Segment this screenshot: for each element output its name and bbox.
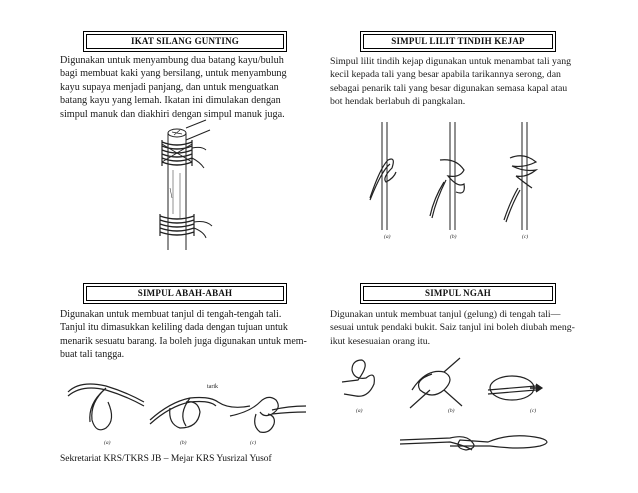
text-line: menarik sesuatu barang. Ia boleh juga digunakan untuk mem- xyxy=(60,335,307,347)
text-line: Digunakan untuk membuat tanjul (gelung) di tengah tali— xyxy=(330,309,561,320)
text-line: kayu supaya menjadi panjang, dan untuk menguatkan xyxy=(60,81,279,93)
text-line: batang kayu yang lemah. Ikatan ini dimulakan dengan xyxy=(60,95,281,107)
panel-title-simpul-ngah: SIMPUL NGAH xyxy=(363,286,553,301)
panel-title-simpul-abah-abah: SIMPUL ABAH-ABAH xyxy=(86,286,284,301)
text-line: Digunakan untuk membuat tanjul di tengah-tengah tali. xyxy=(60,309,282,320)
panel-text-simpul-abah-abah xyxy=(60,308,307,362)
panel-text-simpul-lilit-tindih-kejap xyxy=(330,55,571,109)
harness-loop-illustration xyxy=(60,372,310,444)
text-line: bot hendak berlabuh di pangkalan. xyxy=(330,96,466,108)
figure-caption-c: (c) xyxy=(250,440,257,446)
figure-caption-c: (c) xyxy=(522,234,529,240)
text-line: Tanjul itu dimasukkan keliling dada dengan tujuan untuk xyxy=(60,322,288,334)
panel-text-simpul-ngah xyxy=(330,308,575,348)
footer-credit: Sekretariat KRS/TKRS JB – Mejar KRS Yusrizal Yusof xyxy=(60,454,272,464)
panel-title-ikat-silang-gunting: IKAT SILANG GUNTING xyxy=(86,34,284,49)
figure-caption-a: (a) xyxy=(384,234,391,240)
text-line: sebagai penarik tali yang besar digunakan semasa kapal atau xyxy=(330,82,568,94)
middle-loop-illustration xyxy=(340,350,570,460)
rolling-hitch-illustration xyxy=(360,118,560,233)
panel-text-ikat-silang-gunting xyxy=(60,54,287,121)
figure-caption-c: (c) xyxy=(530,408,537,414)
figure-caption-b: (b) xyxy=(180,440,187,446)
figure-caption-a: (a) xyxy=(104,440,111,446)
text-line: buat tali tangga. xyxy=(60,349,125,361)
figure-caption-b: (b) xyxy=(448,408,455,414)
text-line: bagi membuat kaki yang bersilang, untuk menyambung xyxy=(60,68,287,80)
panel-title-simpul-lilit-tindih-kejap: SIMPUL LILIT TINDIH KEJAP xyxy=(363,34,553,49)
text-line: Digunakan untuk menyambung dua batang kayu/buluh xyxy=(60,55,284,66)
text-line: Simpul lilit tindih kejap digunakan untuk menambat tali yang xyxy=(330,56,572,67)
pull-label: tarik xyxy=(207,384,218,390)
text-line: ikut kesesuaian orang itu. xyxy=(330,335,431,347)
text-line: sesuai untuk pendaki bukit. Saiz tanjul ini boleh diubah meng- xyxy=(330,322,575,334)
square-lashing-illustration xyxy=(140,118,220,253)
figure-caption-a: (a) xyxy=(356,408,363,414)
text-line: simpul manuk dan diakhiri dengan simpul manuk juga. xyxy=(60,108,285,120)
text-line: kecil kepada tali yang besar apabila tarikannya serong, dan xyxy=(330,69,561,81)
figure-caption-b: (b) xyxy=(450,234,457,240)
